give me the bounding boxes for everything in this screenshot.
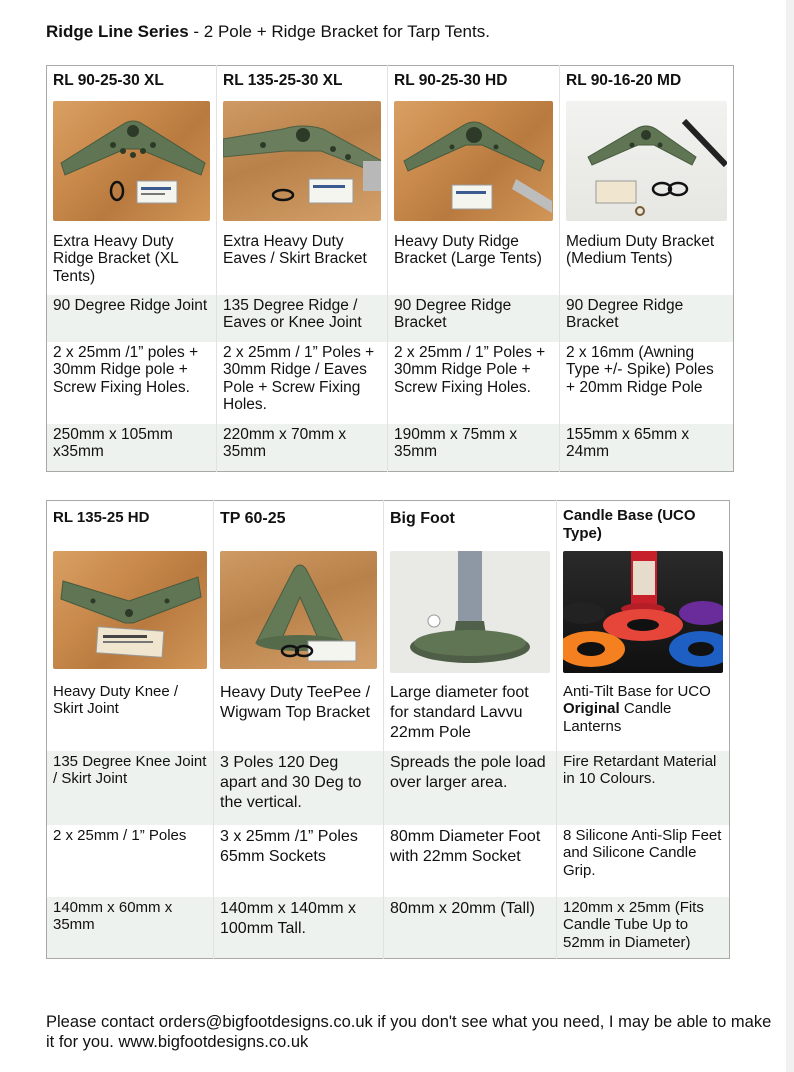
desc-rl-135-25-hd: Heavy Duty Knee / Skirt Joint xyxy=(47,681,214,751)
angle-tp-60-25: 3 Poles 120 Deg apart and 30 Deg to the vertical. xyxy=(214,751,384,825)
size-tp-60-25: 140mm x 140mm x 100mm Tall. xyxy=(214,897,384,959)
ridge-bracket-xl-photo xyxy=(53,101,210,221)
angle-rl-135-25-30-xl: 135 Degree Ridge / Eaves or Knee Joint xyxy=(217,295,388,342)
teepee-top-bracket-photo xyxy=(220,551,377,669)
size-rl-135-25-30-xl: 220mm x 70mm x 35mm xyxy=(217,424,388,472)
poles-rl-90-16-20-md: 2 x 16mm (Awning Type +/- Spike) Poles + 20mm Ridge Pole xyxy=(560,342,734,424)
angle-rl-90-25-30-xl: 90 Degree Ridge Joint xyxy=(47,295,217,342)
size-big-foot: 80mm x 20mm (Tall) xyxy=(384,897,557,959)
poles-rl-135-25-30-xl: 2 x 25mm / 1” Poles + 30mm Ridge / Eaves Pole + Screw Fixing Holes. xyxy=(217,342,388,424)
size-rl-90-25-30-hd: 190mm x 75mm x 35mm xyxy=(388,424,560,472)
candle-desc-pre: Anti-Tilt Base for UCO xyxy=(563,682,711,700)
knee-joint-hd-photo xyxy=(53,551,207,669)
page-edge-strip xyxy=(786,0,794,1072)
ridge-bracket-md-photo xyxy=(566,101,727,221)
heading-series-name: Ridge Line Series xyxy=(46,22,189,41)
poles-big-foot: 80mm Diameter Foot with 22mm Socket xyxy=(384,825,557,897)
accessories-table xyxy=(46,500,730,959)
candle-desc-post: Candle Lanterns xyxy=(563,700,672,735)
feet-candle-base: 8 Silicone Anti-Slip Feet and Silicone Candle Grip. xyxy=(557,825,730,897)
desc-rl-90-16-20-md: Medium Duty Bracket (Medium Tents) xyxy=(560,231,734,295)
header-candle-base: Candle Base (UCO Type) xyxy=(557,501,730,547)
desc-tp-60-25: Heavy Duty TeePee / Wigwam Top Bracket xyxy=(214,681,384,751)
angle-big-foot: Spreads the pole load over larger area. xyxy=(384,751,557,825)
desc-big-foot: Large diameter foot for standard Lavvu 22mm Pole xyxy=(384,681,557,751)
angle-rl-90-16-20-md: 90 Degree Ridge Bracket xyxy=(560,295,734,342)
heading-subtitle: - 2 Pole + Ridge Bracket for Tarp Tents. xyxy=(188,22,490,41)
desc-rl-135-25-30-xl: Extra Heavy Duty Eaves / Skirt Bracket xyxy=(217,231,388,295)
big-foot-photo xyxy=(390,551,550,673)
desc-rl-90-25-30-xl: Extra Heavy Duty Ridge Bracket (XL Tents) xyxy=(47,231,217,295)
ridge-line-table xyxy=(46,65,734,472)
poles-rl-135-25-hd: 2 x 25mm / 1” Poles xyxy=(47,825,214,897)
contact-footer: Please contact orders@bigfootdesigns.co.uk if you don't see what you need, I may be able to make it for you. www.bigfootdesigns.co.uk xyxy=(46,1013,772,1051)
poles-tp-60-25: 3 x 25mm /1” Poles 65mm Sockets xyxy=(214,825,384,897)
size-candle-base: 120mm x 25mm (Fits Candle Tube Up to 52mm in Diameter) xyxy=(557,897,730,959)
angle-rl-90-25-30-hd: 90 Degree Ridge Bracket xyxy=(388,295,560,342)
size-rl-90-16-20-md: 155mm x 65mm x 24mm xyxy=(560,424,734,472)
ridge-bracket-hd-photo xyxy=(394,101,553,221)
header-rl-90-25-30-xl: RL 90-25-30 XL xyxy=(47,66,217,97)
angle-rl-135-25-hd: 135 Degree Knee Joint / Skirt Joint xyxy=(47,751,214,825)
header-rl-135-25-hd: RL 135-25 HD xyxy=(47,501,214,547)
header-rl-135-25-30-xl: RL 135-25-30 XL xyxy=(217,66,388,97)
size-rl-90-25-30-xl: 250mm x 105mm x35mm xyxy=(47,424,217,472)
poles-rl-90-25-30-hd: 2 x 25mm / 1” Poles + 30mm Ridge Pole + Screw Fixing Holes. xyxy=(388,342,560,424)
candle-desc-original: Original xyxy=(563,700,620,717)
material-candle-base: Fire Retardant Material in 10 Colours. xyxy=(557,751,730,825)
page-heading xyxy=(46,22,490,42)
size-rl-135-25-hd: 140mm x 60mm x 35mm xyxy=(47,897,214,959)
desc-candle-base xyxy=(557,681,730,751)
header-big-foot: Big Foot xyxy=(384,501,557,547)
desc-rl-90-25-30-hd: Heavy Duty Ridge Bracket (Large Tents) xyxy=(388,231,560,295)
header-rl-90-25-30-hd: RL 90-25-30 HD xyxy=(388,66,560,97)
candle-base-photo xyxy=(563,551,723,673)
eaves-bracket-xl-photo xyxy=(223,101,381,221)
header-rl-90-16-20-md: RL 90-16-20 MD xyxy=(560,66,734,97)
header-tp-60-25: TP 60-25 xyxy=(214,501,384,547)
poles-rl-90-25-30-xl: 2 x 25mm /1” poles + 30mm Ridge pole + Screw Fixing Holes. xyxy=(47,342,217,424)
